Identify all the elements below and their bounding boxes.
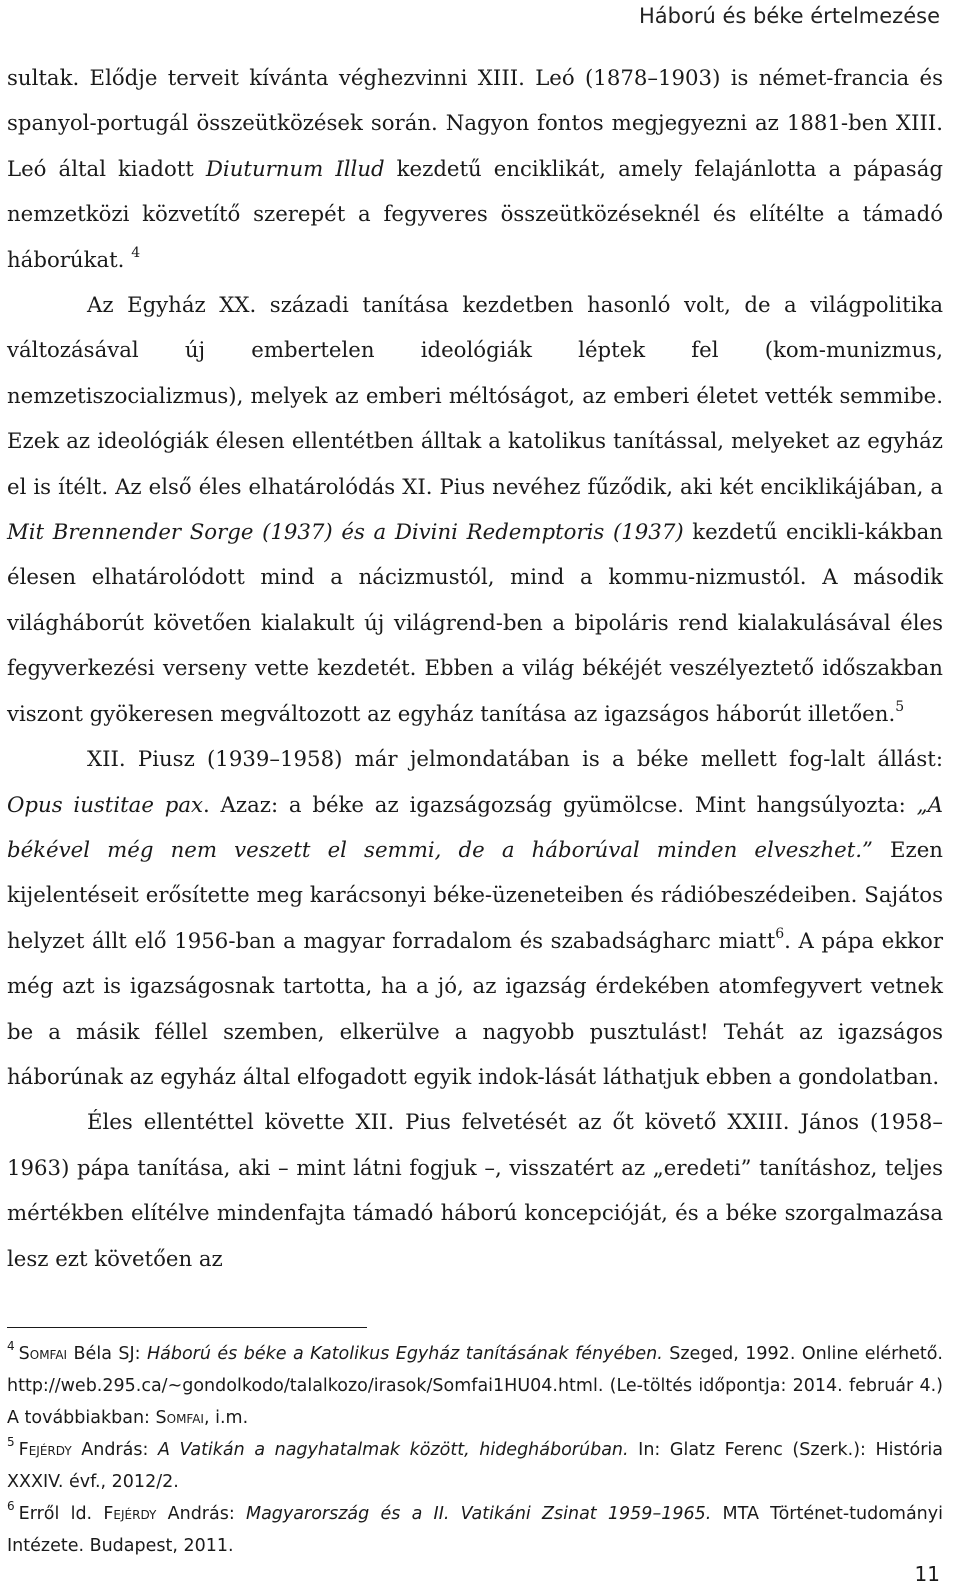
author-name: Fejérdy <box>103 1504 157 1524</box>
page-number: 11 <box>914 1562 940 1586</box>
paragraph-text: . A pápa ekkor még azt is igazságosnak tartotta, ha a jó, az igazság érdekében atomfegyvert vetnek be a másik féllel szemben, elkerülve a nagyobb pusztulást! Tehát az igazságos háborúnak az egyház által elfogadott egyik indok-lását láthatjuk ebben a gondolatban. <box>7 928 943 1090</box>
book-title: Háború és béke a Katolikus Egyház tanításának fényében. <box>146 1344 663 1364</box>
footnote-text: Szeged, 1992. Online elérhető. http://web.295.ca/~gondolkodo/talalkozo/irasok/Somfai1HU04.html. (Le-töltés időpontja: 2014. február 4.) A továbbiakban: <box>7 1344 943 1428</box>
footnote-text: András: <box>156 1504 246 1524</box>
footnote-6 <box>7 1498 943 1562</box>
body-text <box>7 56 943 1282</box>
paragraph-text: XII. Piusz (1939–1958) már jelmondatában is a béke mellett fog-lalt állást: <box>87 747 943 773</box>
italic-quote: „A békével még nem veszett el semmi, de a háborúval minden elveszhet.” <box>7 792 943 863</box>
paragraph-text: sultak. Elődje terveit kívánta véghezvinni XIII. Leó (1878–1903) is német-francia és spanyol-portugál összeütközések során. Nagyon fontos megjegyezni az 1881-ben XIII. Leó által kiadott <box>7 66 943 182</box>
footnote-text: MTA Történet-tudományi Intézete. Budapest, 2011. <box>7 1504 943 1556</box>
paragraph-text: . Azaz: a béke az igazságozság gyümölcse. Mint hangsúlyozta: <box>202 792 917 818</box>
running-header: Háború és béke értelmezése <box>639 4 940 28</box>
article-title: A Vatikán a nagyhatalmak között, hidegháborúban. <box>157 1440 629 1460</box>
paragraph-1 <box>7 56 943 283</box>
author-name: Somfai <box>18 1344 68 1364</box>
footnote-separator <box>7 1327 367 1328</box>
footnote-text: , i.m. <box>203 1408 249 1428</box>
footnote-5 <box>7 1434 943 1498</box>
footnote-text: Béla SJ: <box>67 1344 147 1364</box>
paragraph-3 <box>7 737 943 1100</box>
italic-title: Mit Brennender Sorge (1937) és a Divini Redemptoris (1937) <box>7 520 684 546</box>
paragraph-2 <box>7 283 943 737</box>
author-name: Somfai <box>155 1408 204 1428</box>
footnote-number: 6 <box>7 1499 15 1513</box>
italic-title: Diuturnum Illud <box>205 156 385 182</box>
paragraph-text: Ezen kijelentéseit erősítette meg karácsonyi béke-üzeneteiben és rádióbeszédeiben. Sajátos helyzet állt elő 1956-ban a magyar forradalom és szabadságharc miatt <box>7 837 943 954</box>
footnote-text: Erről ld. <box>18 1504 104 1524</box>
paragraph-text: kezdetű encikli-kákban élesen elhatárolódott mind a nácizmustól, mind a kommu-nizmustól. A második világháborút követően kialakult új világrend-ben a bipoláris rend kialakulásával éles fegyverkezési verseny vette kezdetét. Ebben a világ békéjét veszélyeztető időszakban viszont gyökeresen megváltozott az egyház tanítása az igazságos háborút illetően. <box>7 520 943 727</box>
book-title: Magyarország és a II. Vatikáni Zsinat 1959–1965. <box>245 1504 712 1524</box>
footnote-number: 5 <box>7 1435 15 1449</box>
footnote-reference-6: 6 <box>775 925 785 942</box>
footnote-4 <box>7 1338 943 1434</box>
footnote-text: In: Glatz Ferenc (Szerk.): História XXXIV. évf., 2012/2. <box>7 1440 943 1492</box>
paragraph-4 <box>7 1100 943 1282</box>
paragraph-text: Éles ellentéttel követte XII. Pius felvetését az őt követő XXIII. János (1958–1963) pápa tanítása, aki – mint látni fogjuk –, visszatért az „eredeti” tanításhoz, teljes mértékben elítélve mindenfajta támadó háború koncepcióját, és a béke szorgalmazása lesz ezt követően az <box>7 1110 943 1272</box>
footnote-number: 4 <box>7 1339 15 1353</box>
footnote-reference-5: 5 <box>895 698 905 715</box>
footnote-text: András: <box>71 1440 158 1460</box>
paragraph-text: Az Egyház XX. századi tanítása kezdetben hasonló volt, de a világpolitika változásával új embertelen ideológiák léptek fel (kom-munizmus, nemzetiszocializmus), melyek az emberi méltóságot, az emberi életet vették semmibe. Ezek az ideológiák élesen ellentétben álltak a katolikus tanítással, melyeket az egyház el is ítélt. Az első éles elhatárolódás XI. Pius nevéhez fűződik, aki két enciklikájában, a <box>7 293 943 500</box>
author-name: Fejérdy <box>18 1440 72 1460</box>
paragraph-text: kezdetű enciklikát, amely felajánlotta a pápaság nemzetközi közvetítő szerepét a fegyveres összeütközéseknél és elítélte a támadó háborúkat. <box>7 156 943 273</box>
footnotes <box>7 1338 943 1562</box>
footnote-reference-4: 4 <box>131 244 141 261</box>
italic-motto: Opus iustitae pax <box>7 792 203 818</box>
